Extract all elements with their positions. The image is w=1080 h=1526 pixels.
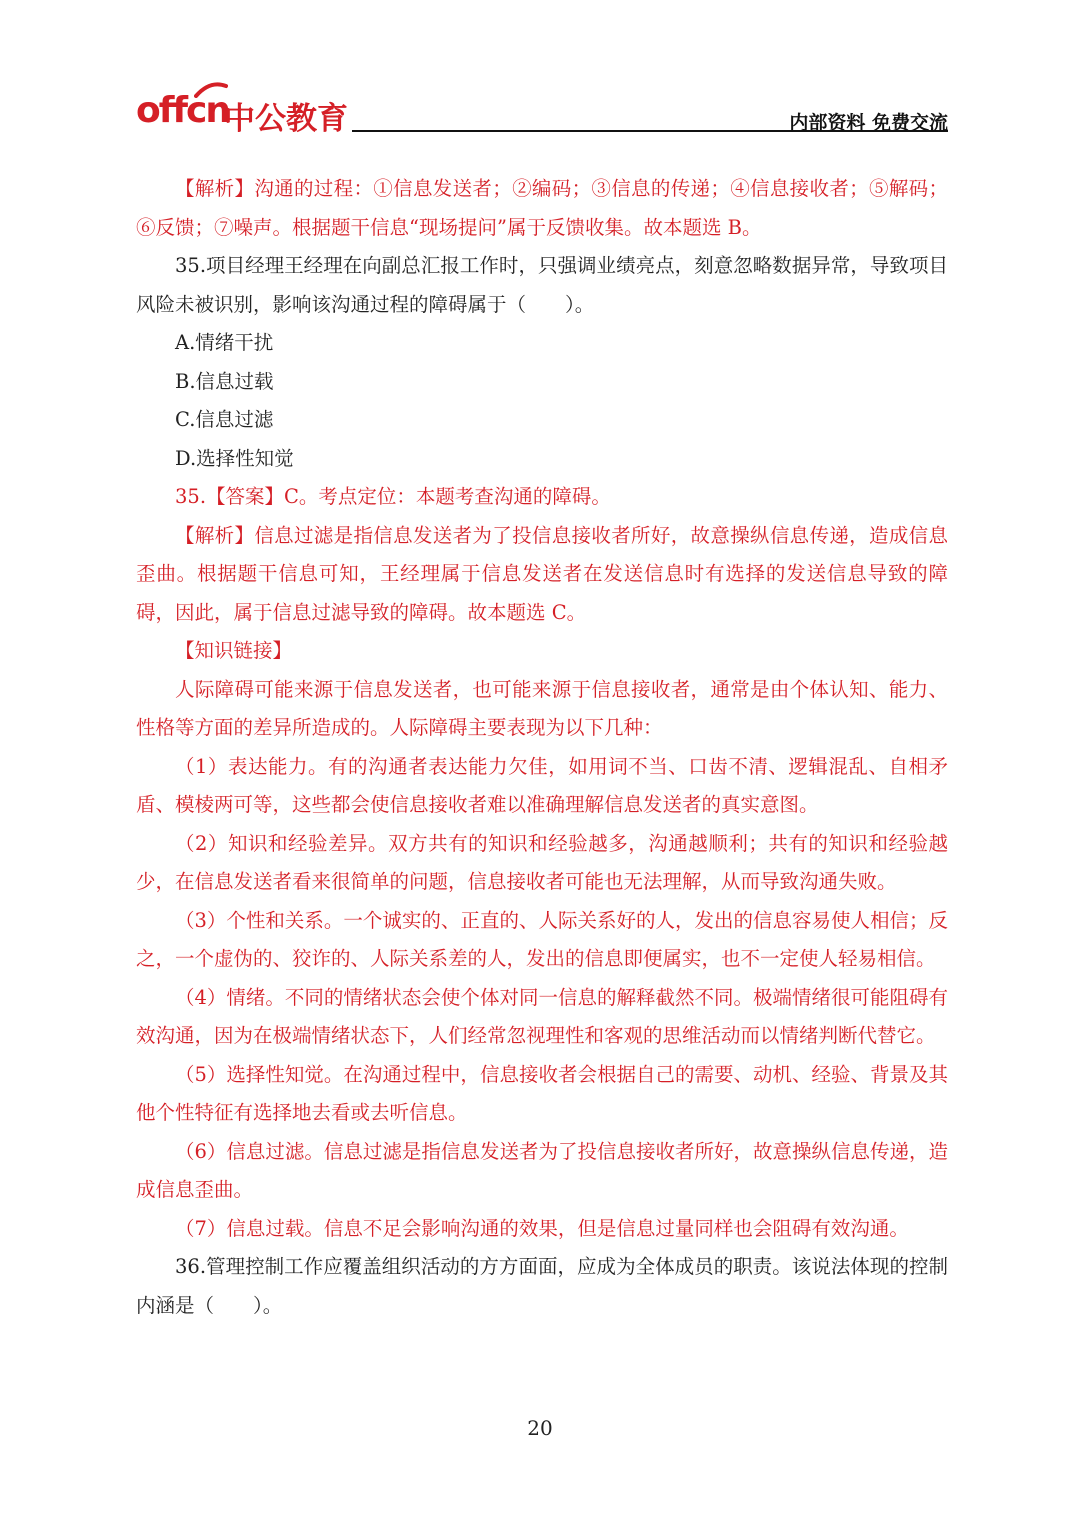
knowledge-item-6: （6）信息过滤。信息过滤是指信息发送者为了投信息接收者所好，故意操纵信息传递，造成信息歪曲。 [136, 1139, 948, 1201]
logo-latin-text: offcn [136, 90, 230, 131]
knowledge-intro: 人际障碍可能来源于信息发送者，也可能来源于信息接收者，通常是由个体认知、能力、性格等方面的差异所造成的。人际障碍主要表现为以下几种： [136, 677, 948, 739]
question-35-options [136, 324, 948, 478]
knowledge-item-7: （7）信息过载。信息不足会影响沟通的效果，但是信息过量同样也会阻碍有效沟通。 [175, 1216, 909, 1240]
knowledge-item-4: （4）情绪。不同的情绪状态会使个体对同一信息的解释截然不同。极端情绪很可能阻碍有效沟通，因为在极端情绪状态下，人们经常忽视理性和客观的思维活动而以情绪判断代替它。 [136, 985, 948, 1047]
knowledge-item-5: （5）选择性知觉。在沟通过程中，信息接收者会根据自己的需要、动机、经验、背景及其他个性特征有选择地去看或去听信息。 [136, 1062, 948, 1124]
analysis-35: 【解析】信息过滤是指信息发送者为了投信息接收者所好，故意操纵信息传递，造成信息歪曲。根据题干信息可知，王经理属于信息发送者在发送信息时有选择的发送信息导致的障碍，因此，属于信息过滤导致的障碍。故本题选 C。 [136, 523, 948, 624]
page-number: 20 [527, 1416, 553, 1440]
page-content [136, 170, 948, 1325]
question-35: 35.项目经理王经理在向副总汇报工作时，只强调业绩亮点，刻意忽略数据异常，导致项目风险未被识别，影响该沟通过程的障碍属于（ ）。 [136, 254, 948, 316]
answer-35: 35.【答案】C。考点定位：本题考查沟通的障碍。 [175, 485, 611, 508]
logo-chinese-text: 中公教育 [224, 101, 348, 137]
knowledge-item-2: （2）知识和经验差异。双方共有的知识和经验越多，沟通越顺利；共有的知识和经验越少，在信息发送者看来很简单的问题，信息接收者可能也无法理解，从而导致沟通失败。 [136, 831, 948, 893]
header-tagline: 内部资料 免费交流 [789, 112, 948, 134]
option-b: B.信息过载 [175, 369, 274, 393]
question-36: 36.管理控制工作应覆盖组织活动的方方面面，应成为全体成员的职责。该说法体现的控制内涵是（ ）。 [136, 1255, 948, 1317]
page-header [136, 86, 948, 136]
knowledge-item-1: （1）表达能力。有的沟通者表达能力欠佳，如用词不当、口齿不清、逻辑混乱、自相矛盾、模棱两可等，这些都会使信息接收者难以准确理解信息发送者的真实意图。 [136, 754, 948, 816]
knowledge-link-heading: 【知识链接】 [175, 639, 293, 662]
option-d: D.选择性知觉 [175, 446, 294, 470]
option-c: C.信息过滤 [175, 408, 274, 431]
option-a: A.情绪干扰 [175, 331, 274, 354]
analysis-paragraph-34: 【解析】沟通的过程：①信息发送者；②编码；③信息的传递；④信息接收者；⑤解码；⑥反馈；⑦噪声。根据题干信息“现场提问”属于反馈收集。故本题选 B。 [136, 177, 948, 239]
knowledge-item-3: （3）个性和关系。一个诚实的、正直的、人际关系好的人，发出的信息容易使人相信；反之，一个虚伪的、狡诈的、人际关系差的人，发出的信息即便属实，也不一定使人轻易相信。 [136, 908, 948, 970]
